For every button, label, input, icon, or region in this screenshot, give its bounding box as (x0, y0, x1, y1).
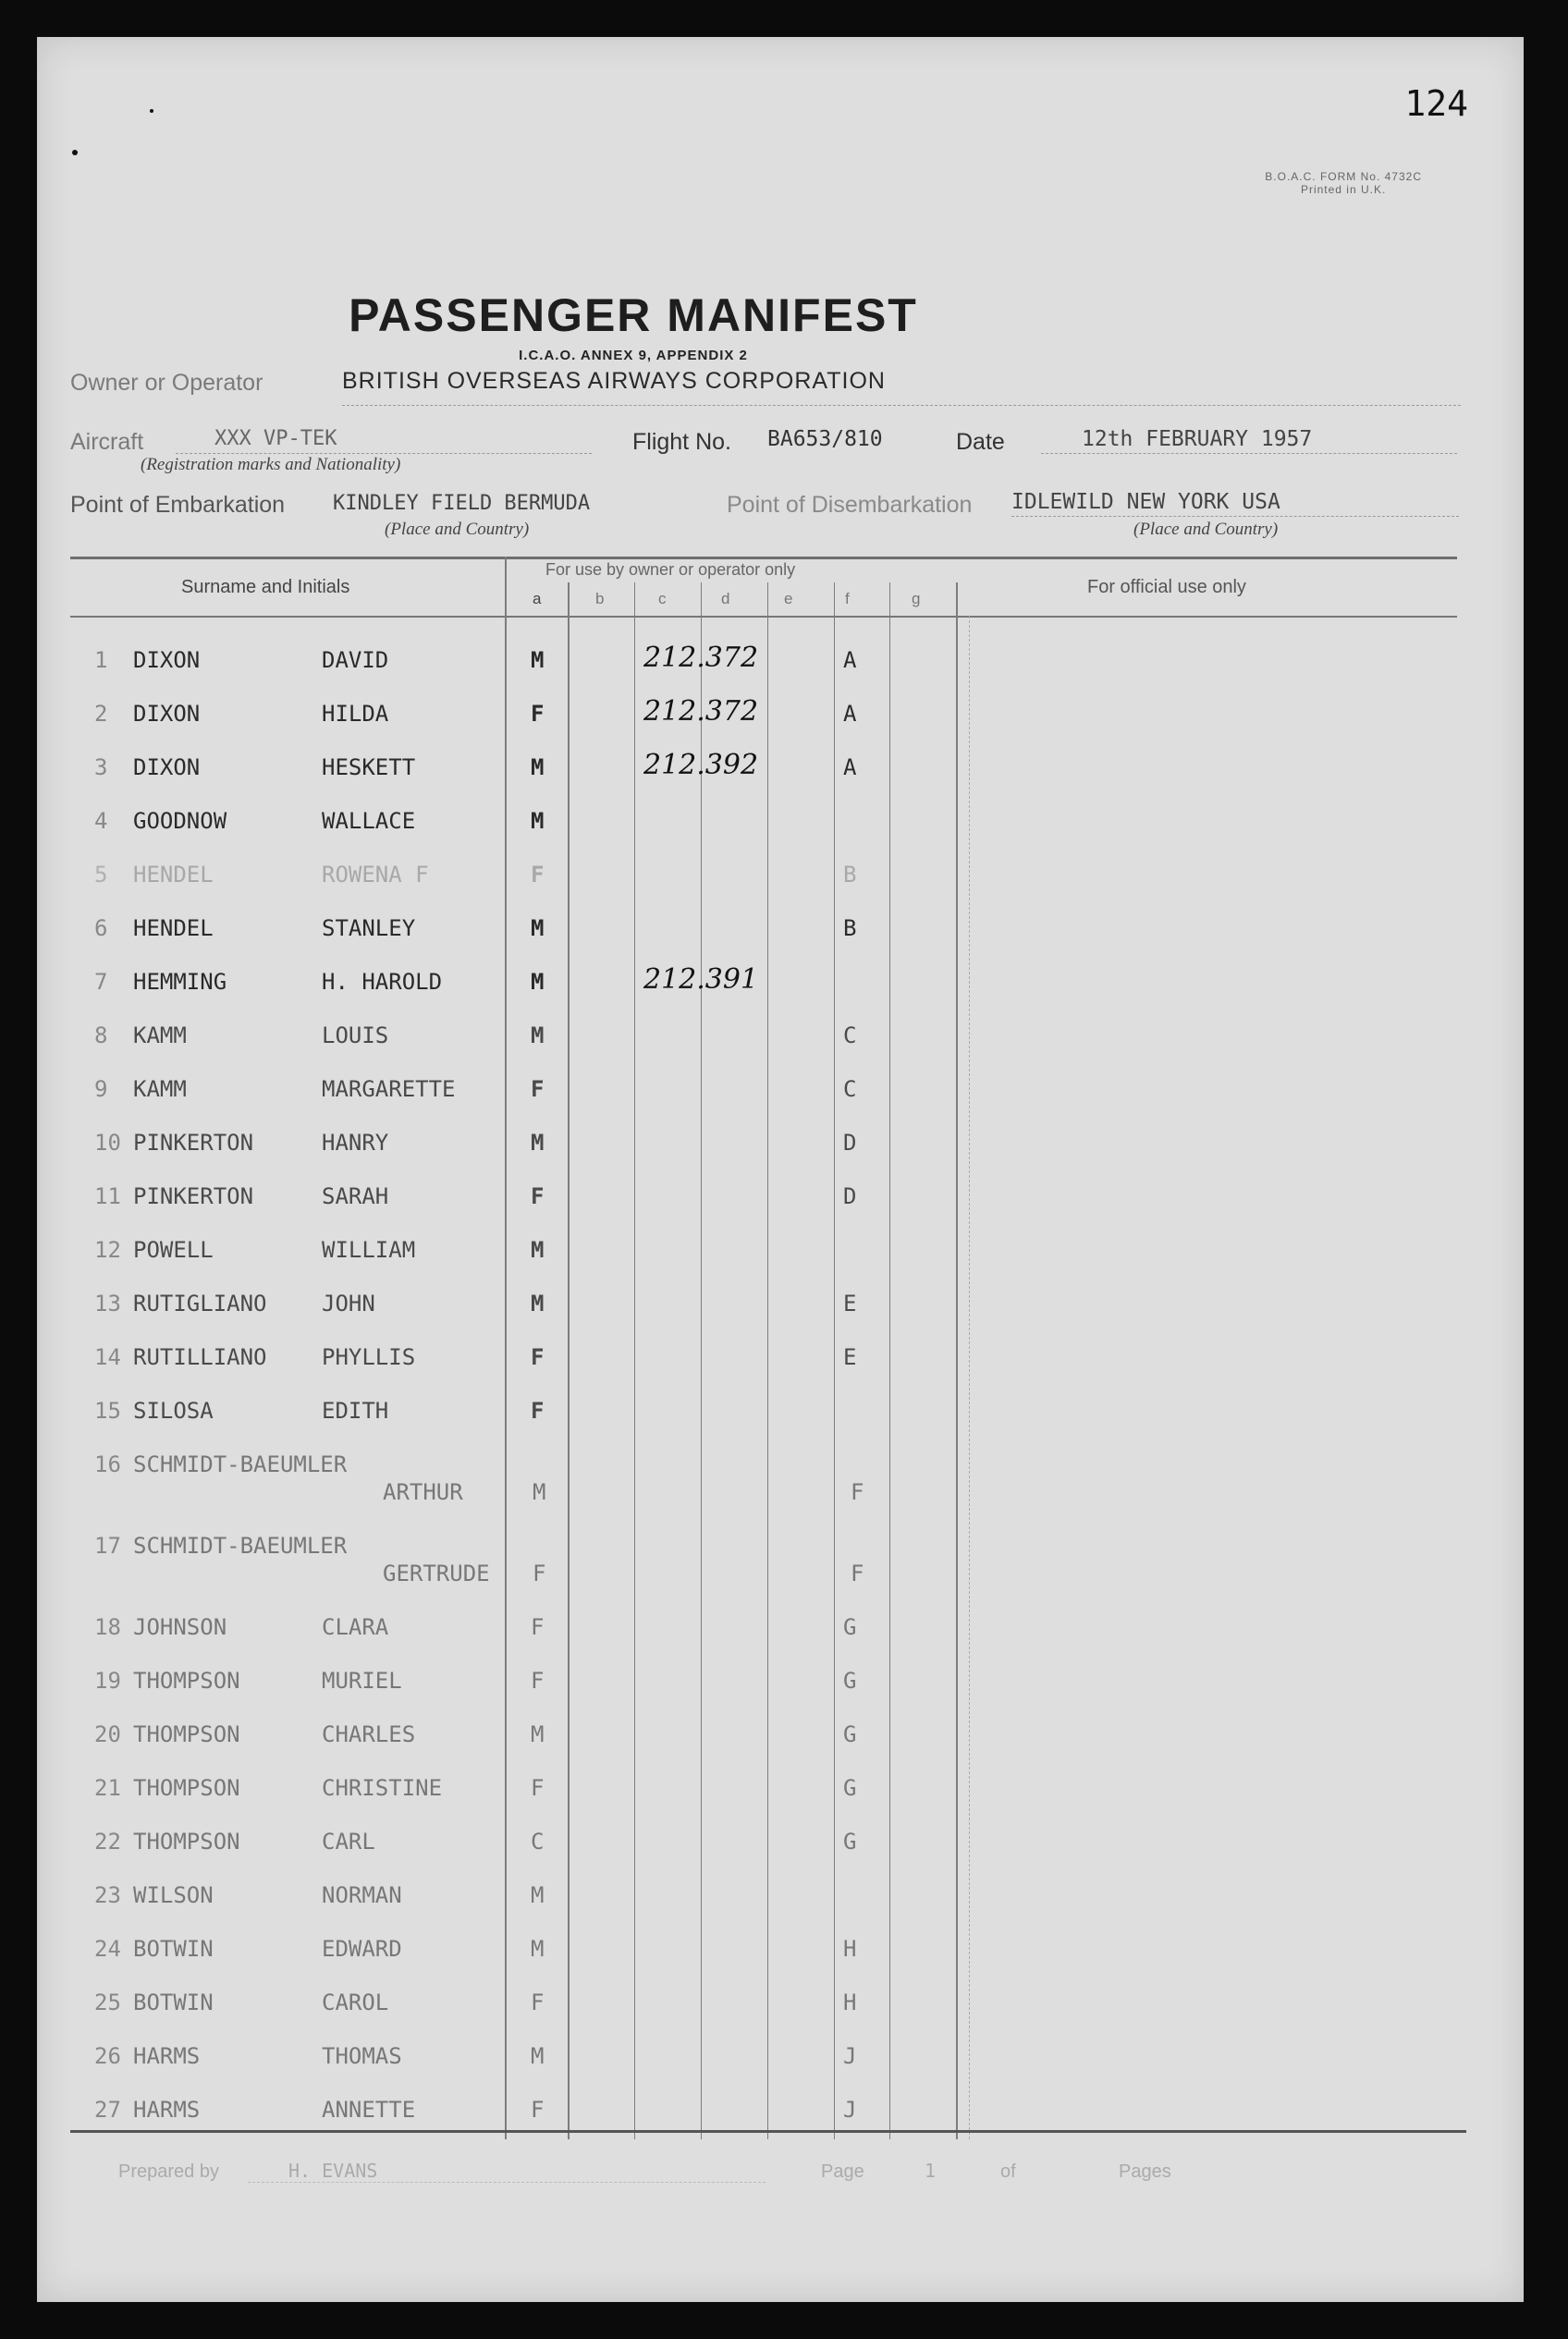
sub-col-e: e (784, 590, 793, 607)
given-name-cell: CHRISTINE (322, 1775, 443, 1801)
sex-cell: M (531, 1291, 545, 1316)
group-code-cell: G (843, 1668, 857, 1694)
row-number: 18 (94, 1614, 121, 1640)
prepared-label: Prepared by (118, 2161, 219, 2182)
surname-cell: RUTIGLIANO (133, 1291, 267, 1316)
row-number: 27 (94, 2097, 121, 2123)
row-number: 26 (94, 2043, 121, 2069)
given-name-cell: MARGARETTE (322, 1076, 456, 1102)
row-number: 8 (94, 1023, 108, 1048)
row-number: 19 (94, 1668, 121, 1694)
group-code-cell: F (851, 1561, 864, 1586)
surname-cell: BOTWIN (133, 1990, 214, 2015)
page-number: 124 (1404, 83, 1468, 124)
surname-cell: DIXON (133, 647, 201, 673)
group-code-cell: F (851, 1479, 864, 1505)
given-name-cell: CARL (322, 1829, 375, 1855)
row-number: 5 (94, 862, 108, 888)
aircraft-underline (176, 453, 592, 454)
surname-cell: WILSON (133, 1882, 214, 1908)
col-rule-a (568, 582, 570, 2139)
given-name-cell: EDITH (322, 1398, 389, 1424)
sex-cell: M (531, 969, 545, 995)
manifest-sheet (37, 37, 1524, 2302)
surname-cell: KAMM (133, 1023, 187, 1048)
owner-label: Owner or Operator (70, 370, 263, 396)
sub-col-f: f (845, 590, 850, 607)
col-rule-e (834, 582, 835, 2139)
group-code-cell: G (843, 1775, 857, 1801)
col-header-name: Surname and Initials (181, 577, 350, 597)
col-rule-d (767, 582, 768, 2139)
surname-cell: THOMPSON (133, 1668, 240, 1694)
sex-cell: M (531, 1936, 545, 1962)
group-code-cell: D (843, 1130, 857, 1156)
given-name-cell: ANNETTE (322, 2097, 416, 2123)
flight-label: Flight No. (632, 429, 731, 455)
page-label: Page (821, 2161, 864, 2182)
row-number: 1 (94, 647, 108, 673)
sex-cell: M (531, 647, 545, 673)
given-name-cell: HANRY (322, 1130, 389, 1156)
row-number: 24 (94, 1936, 121, 1962)
given-name-cell: SARAH (322, 1183, 389, 1209)
sex-cell: F (533, 1561, 546, 1586)
sex-cell: F (531, 1614, 545, 1640)
row-number: 11 (94, 1183, 121, 1209)
group-code-cell: G (843, 1614, 857, 1640)
sex-cell: F (531, 1398, 545, 1424)
prepared-value: H. EVANS (288, 2160, 378, 2182)
col-rule-b (634, 582, 635, 2139)
given-name-cell: CLARA (322, 1614, 389, 1640)
row-number: 21 (94, 1775, 121, 1801)
sex-cell: F (531, 1668, 545, 1694)
given-name-cell: EDWARD (322, 1936, 402, 1962)
aircraft-label: Aircraft (70, 429, 144, 455)
group-code-cell: H (843, 1936, 857, 1962)
surname-cell: SCHMIDT-BAEUMLER (133, 1451, 348, 1477)
given-name-cell: THOMAS (322, 2043, 402, 2069)
official-col-rule (969, 616, 970, 2139)
row-number: 10 (94, 1130, 121, 1156)
sex-cell: F (531, 1183, 545, 1209)
embark-label: Point of Embarkation (70, 492, 286, 518)
sub-col-c: c (658, 590, 667, 607)
handwritten-ref: 212.392 (643, 749, 759, 781)
surname-cell: KAMM (133, 1076, 187, 1102)
group-code-cell: D (843, 1183, 857, 1209)
given-name-cell: WALLACE (322, 808, 416, 834)
sex-cell: F (531, 1990, 545, 2015)
surname-cell: THOMPSON (133, 1775, 240, 1801)
aircraft-value: XXX VP-TEK (214, 427, 337, 450)
group-code-cell: B (843, 862, 857, 888)
sex-cell: F (531, 701, 545, 727)
given-name-cell: CHARLES (322, 1721, 416, 1747)
date-underline (1041, 453, 1457, 454)
row-number: 20 (94, 1721, 121, 1747)
group-code-cell: E (843, 1291, 857, 1316)
sex-cell: M (531, 754, 545, 780)
sex-cell: C (531, 1829, 545, 1855)
group-code-cell: C (843, 1076, 857, 1102)
surname-cell: GOODNOW (133, 808, 227, 834)
sex-cell: F (531, 1344, 545, 1370)
of-label: of (1000, 2161, 1016, 2182)
sex-cell: M (531, 2043, 545, 2069)
surname-cell: PINKERTON (133, 1183, 254, 1209)
group-code-cell: A (843, 754, 857, 780)
surname-cell: DIXON (133, 701, 201, 727)
given-name-cell: GERTRUDE (383, 1561, 490, 1586)
date-label: Date (956, 429, 1005, 455)
sex-cell: F (531, 2097, 545, 2123)
group-code-cell: J (843, 2097, 857, 2123)
form-number (1265, 170, 1422, 196)
embark-value: KINDLEY FIELD BERMUDA (333, 492, 591, 515)
col-rule-c (701, 582, 702, 2139)
surname-cell: JOHNSON (133, 1614, 227, 1640)
col-header-official: For official use only (1087, 577, 1246, 597)
table-top-rule (70, 557, 1457, 559)
sex-cell: M (531, 1130, 545, 1156)
speck-dot (150, 109, 153, 113)
surname-cell: HENDEL (133, 862, 214, 888)
group-code-cell: B (843, 915, 857, 941)
given-name-cell: STANLEY (322, 915, 416, 941)
sex-cell: M (531, 915, 545, 941)
given-name-cell: JOHN (322, 1291, 375, 1316)
page-title: PASSENGER MANIFEST (349, 289, 918, 341)
given-name-cell: H. HAROLD (322, 969, 443, 995)
row-number: 22 (94, 1829, 121, 1855)
handwritten-ref: 212.372 (643, 695, 759, 728)
sex-cell: M (531, 1023, 545, 1048)
sub-col-d: d (721, 590, 730, 607)
row-number: 12 (94, 1237, 121, 1263)
given-name-cell: DAVID (322, 647, 389, 673)
given-name-cell: CAROL (322, 1990, 389, 2015)
group-code-cell: A (843, 647, 857, 673)
row-number: 23 (94, 1882, 121, 1908)
group-code-cell: H (843, 1990, 857, 2015)
sub-col-g: g (912, 590, 921, 607)
col-rule-f (889, 582, 890, 2139)
surname-cell: HENDEL (133, 915, 214, 941)
date-value: 12th FEBRUARY 1957 (1082, 427, 1313, 451)
handwritten-ref: 212.391 (643, 963, 759, 996)
handwritten-ref: 212.372 (643, 642, 759, 674)
col-header-operator: For use by owner or operator only (545, 560, 796, 579)
given-name-cell: MURIEL (322, 1668, 402, 1694)
row-number: 2 (94, 701, 108, 727)
given-name-cell: HILDA (322, 701, 389, 727)
surname-cell: POWELL (133, 1237, 214, 1263)
punch-dot (72, 150, 78, 155)
given-name-cell: HESKETT (322, 754, 416, 780)
given-name-cell: PHYLLIS (322, 1344, 416, 1370)
registration-hint: (Registration marks and Nationality) (141, 455, 401, 474)
group-code-cell: J (843, 2043, 857, 2069)
owner-value: BRITISH OVERSEAS AIRWAYS CORPORATION (342, 368, 886, 394)
sub-col-b: b (595, 590, 605, 607)
sex-cell: F (531, 862, 545, 888)
row-number: 16 (94, 1451, 121, 1477)
pages-label: Pages (1119, 2161, 1171, 2182)
disembark-underline (1011, 516, 1459, 517)
row-number: 15 (94, 1398, 121, 1424)
surname-cell: DIXON (133, 754, 201, 780)
row-number: 14 (94, 1344, 121, 1370)
form-number-line: B.O.A.C. FORM No. 4732C (1265, 170, 1422, 183)
page-subtitle: I.C.A.O. ANNEX 9, APPENDIX 2 (519, 348, 748, 363)
group-code-cell: E (843, 1344, 857, 1370)
row-number: 3 (94, 754, 108, 780)
row-number: 4 (94, 808, 108, 834)
row-number: 17 (94, 1533, 121, 1559)
given-name-cell: ARTHUR (383, 1479, 463, 1505)
disembark-label: Point of Disembarkation (727, 492, 973, 518)
table-header-rule (70, 616, 1457, 618)
surname-cell: BOTWIN (133, 1936, 214, 1962)
given-name-cell: ROWENA F (322, 862, 429, 888)
row-number: 6 (94, 915, 108, 941)
surname-cell: HARMS (133, 2097, 201, 2123)
given-name-cell: NORMAN (322, 1882, 402, 1908)
disembark-place-hint: (Place and Country) (1133, 520, 1279, 539)
disembark-value: IDLEWILD NEW YORK USA (1011, 490, 1280, 514)
surname-cell: HARMS (133, 2043, 201, 2069)
group-code-cell: G (843, 1721, 857, 1747)
group-code-cell: C (843, 1023, 857, 1048)
sex-cell: M (533, 1479, 546, 1505)
sex-cell: M (531, 1237, 545, 1263)
row-number: 7 (94, 969, 108, 995)
group-code-cell: G (843, 1829, 857, 1855)
owner-underline (342, 405, 1461, 406)
embark-place-hint: (Place and Country) (385, 520, 530, 539)
surname-cell: THOMPSON (133, 1721, 240, 1747)
flight-value: BA653/810 (767, 427, 883, 451)
sex-cell: F (531, 1076, 545, 1102)
table-bottom-rule (70, 2130, 1466, 2133)
page-value: 1 (925, 2160, 937, 2182)
sex-cell: M (531, 1882, 545, 1908)
sex-cell: M (531, 1721, 545, 1747)
col-rule-name (505, 557, 507, 2139)
printed-in-line: Printed in U.K. (1300, 183, 1387, 196)
col-rule-g (956, 582, 958, 2139)
row-number: 13 (94, 1291, 121, 1316)
prepared-underline (248, 2182, 766, 2183)
surname-cell: HEMMING (133, 969, 227, 995)
row-number: 9 (94, 1076, 108, 1102)
surname-cell: SCHMIDT-BAEUMLER (133, 1533, 348, 1559)
row-number: 25 (94, 1990, 121, 2015)
sex-cell: F (531, 1775, 545, 1801)
surname-cell: THOMPSON (133, 1829, 240, 1855)
surname-cell: PINKERTON (133, 1130, 254, 1156)
surname-cell: RUTILLIANO (133, 1344, 267, 1370)
sub-col-a: a (533, 590, 542, 607)
given-name-cell: WILLIAM (322, 1237, 416, 1263)
surname-cell: SILOSA (133, 1398, 214, 1424)
sex-cell: M (531, 808, 545, 834)
group-code-cell: A (843, 701, 857, 727)
given-name-cell: LOUIS (322, 1023, 389, 1048)
